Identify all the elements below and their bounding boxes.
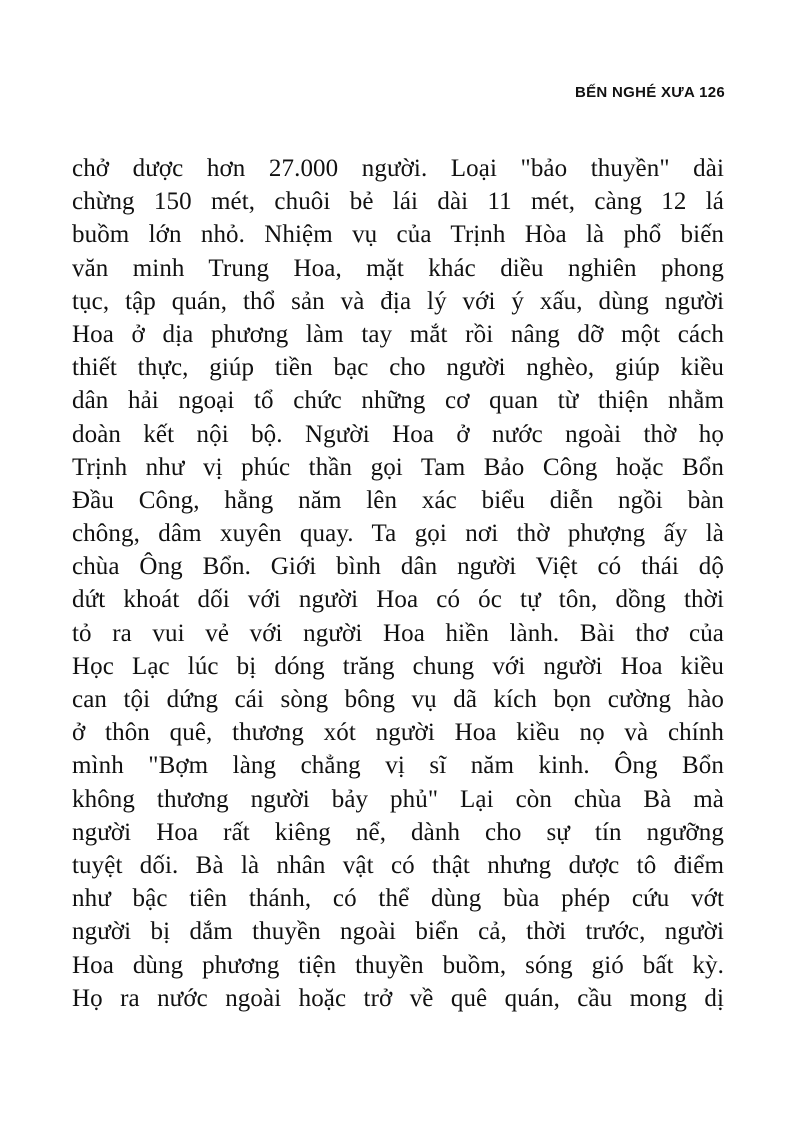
text-line: Hoa dùng phương tiện thuyền buồm, sóng gió bất kỳ.: [72, 951, 724, 979]
text-line: tục, tập quán, thổ sản và địa lý với ý xấu, dùng người: [72, 287, 724, 315]
text-line: dứt khoát dối với người Hoa có óc tự tôn, dồng thời: [72, 586, 724, 614]
text-line: thiết thực, giúp tiền bạc cho người nghèo, giúp kiều: [72, 354, 724, 382]
text-line: Đầu Công, hằng năm lên xác biểu diễn ngồi bàn: [72, 486, 724, 514]
text-line: buồm lớn nhỏ. Nhiệm vụ của Trịnh Hòa là phổ biến: [72, 221, 724, 249]
text-line: can tội dứng cái sòng bông vụ dã kích bọn cường hào: [72, 686, 724, 713]
text-line: không thương người bảy phủ" Lại còn chùa Bà mà: [72, 785, 724, 813]
text-line: chừng 150 mét, chuôi bẻ lái dài 11 mét, càng 12 lá: [72, 188, 724, 216]
text-line: tuyệt dối. Bà là nhân vật có thật nhưng dược tô điểm: [72, 851, 724, 879]
running-header: BẾN NGHÉ XƯA 126: [574, 84, 725, 101]
text-line: tỏ ra vui vẻ với người Hoa hiền lành. Bài thơ của: [72, 619, 724, 647]
text-line: dân hải ngoại tổ chức những cơ quan từ thiện nhằm: [72, 387, 724, 415]
text-line: người Hoa rất kiêng nể, dành cho sự tín ngưỡng: [72, 818, 724, 846]
text-line: người bị dắm thuyền ngoài biển cả, thời trước, người: [72, 918, 724, 946]
text-line: văn minh Trung Hoa, mặt khác diều nghiên phong: [72, 254, 724, 282]
text-line: ở thôn quê, thương xót người Hoa kiều nọ và chính: [72, 719, 724, 747]
text-line: Trịnh như vị phúc thần gọi Tam Bảo Công hoặc Bổn: [72, 453, 724, 481]
body-text: [72, 152, 724, 1015]
text-line: mình "Bợm làng chẳng vị sĩ năm kinh. Ông Bổn: [72, 752, 724, 780]
text-line: chở dược hơn 27.000 người. Loại "bảo thuyền" dài: [72, 155, 724, 182]
text-line: Hoa ở dịa phương làm tay mắt rồi nâng dỡ một cách: [72, 320, 724, 348]
text-line: Họ ra nước ngoài hoặc trở về quê quán, cầu mong dị: [72, 984, 724, 1012]
text-line: doàn kết nội bộ. Người Hoa ở nước ngoài thờ họ: [72, 420, 724, 448]
text-line: như bậc tiên thánh, có thể dùng bùa phép cứu vớt: [72, 885, 724, 913]
text-line: chùa Ông Bổn. Giới bình dân người Việt có thái dộ: [72, 553, 724, 581]
text-line: chông, dâm xuyên quay. Ta gọi nơi thờ phượng ấy là: [72, 520, 724, 548]
text-line: Học Lạc lúc bị dóng trăng chung với người Hoa kiều: [72, 652, 724, 680]
